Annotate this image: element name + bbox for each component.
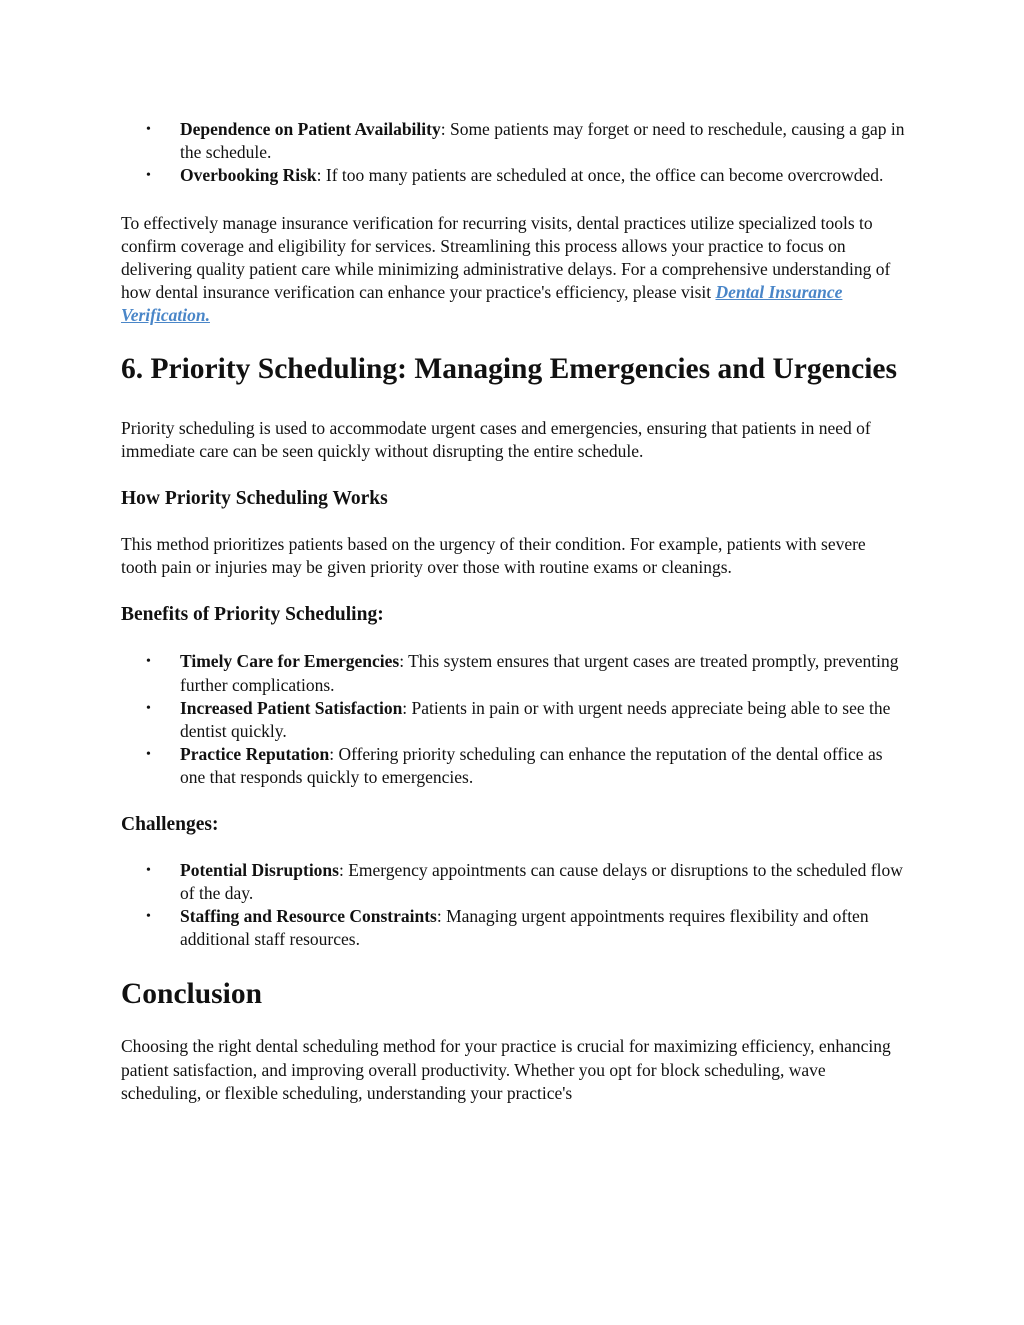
intro-bullet-list [121,118,906,188]
list-item [121,905,906,951]
challenges-list [121,859,906,952]
conclusion-text: Choosing the right dental scheduling method for your practice is crucial for maximizing efficiency, enhancing patient satisfaction, and improving overall productivity. Whether you opt for block scheduling, wave scheduling, or flexible scheduling, understanding your practice's [121,1036,891,1103]
how-it-works-heading: How Priority Scheduling Works [121,488,388,510]
list-item [121,118,906,164]
bullet-icon: • [146,700,151,716]
insurance-paragraph [121,212,906,328]
how-it-works-text: This method prioritizes patients based on the urgency of their condition. For example, patients with severe tooth pain or injuries may be given priority over those with routine exams or cleanings. [121,534,866,578]
dental-insurance-verification-link[interactable]: Dental Insurance Verification. [121,282,843,326]
bullet-icon: • [146,862,151,878]
insurance-paragraph-text: To effectively manage insurance verification for recurring visits, dental practices utilize specialized tools to confirm coverage and eligibility for services. Streamlining this process allows your practice to focus on delivering quality patient care while minimizing administrative delays. For a comprehensive understanding of how dental insurance verification can enhance your practice's efficiency, please visit [121,212,891,303]
list-item [121,697,906,743]
bullet-icon: • [146,654,151,670]
bullet-icon: • [146,909,151,925]
conclusion-heading: Conclusion [121,978,262,1011]
list-item-text: : This system ensures that urgent cases are treated promptly, preventing further complications. [180,651,899,695]
list-item-text: : If too many patients are scheduled at once, the office can become overcrowded. [316,165,884,186]
document-page [121,118,906,1105]
bullet-icon: • [146,122,151,137]
list-item-term: Overbooking Risk [180,165,317,186]
list-item-term: Increased Patient Satisfaction [180,697,403,718]
list-item-text: : Patients in pain or with urgent needs appreciate being able to see the dentist quickly. [180,697,891,742]
list-item [121,743,906,789]
benefits-list [121,650,906,789]
list-item-term: Dependence on Patient Availability [180,119,441,139]
list-item [121,650,906,696]
challenges-heading: Challenges: [121,813,219,835]
list-item [121,859,906,905]
list-item-text: : Some patients may forget or need to reschedule, causing a gap in the schedule. [180,119,905,163]
section-6-intro: Priority scheduling is used to accommodate urgent cases and emergencies, ensuring that patients in need of immediate care can be seen quickly without disrupting the entire schedule. [121,417,871,461]
bullet-icon: • [146,747,151,763]
list-item-term: Timely Care for Emergencies [180,651,400,672]
list-item-term: Staffing and Resource Constraints [180,906,437,927]
list-item-text: : Offering priority scheduling can enhance the reputation of the dental office as one that responds quickly to emergencies. [180,744,883,788]
list-item-text: : Emergency appointments can cause delays or disruptions to the scheduled flow of the day. [180,859,903,903]
bullet-icon: • [146,168,151,184]
list-item-text: : Managing urgent appointments requires flexibility and often additional staff resources. [180,906,869,950]
list-item [121,164,906,187]
benefits-heading: Benefits of Priority Scheduling: [121,604,384,626]
list-item-term: Practice Reputation [180,744,330,765]
list-item-term: Potential Disruptions [180,859,339,880]
section-6-heading: 6. Priority Scheduling: Managing Emergencies and Urgencies [121,352,897,385]
